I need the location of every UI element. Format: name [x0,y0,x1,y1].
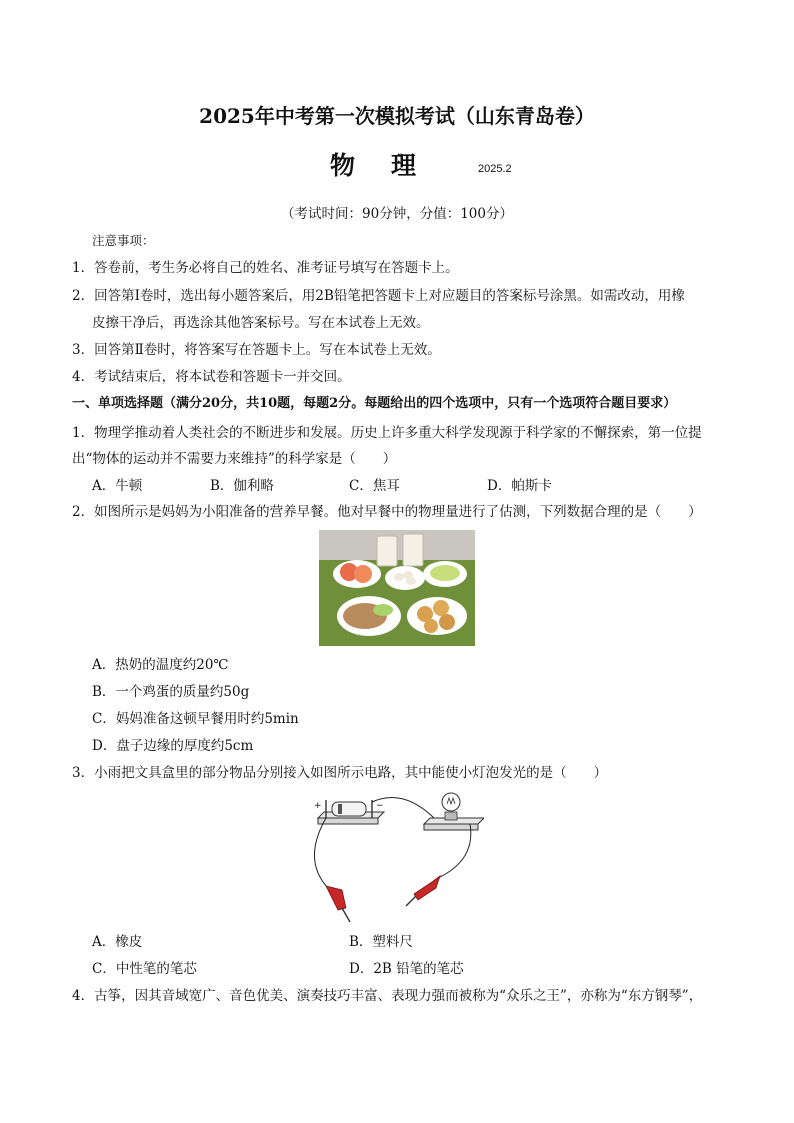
q3-option-c: C．中性笔的笔芯 [92,961,197,977]
breakfast-photo [319,530,475,646]
q1-option-b: B．伽利略 [210,478,274,494]
circuit-diagram [308,790,484,926]
notes-heading: 注意事项： [92,233,155,248]
note-item-1: 1．答卷前，考生务必将自己的姓名、准考证号填写在答题卡上。 [72,260,459,276]
wire-battery-to-left-clip [314,818,328,888]
q1-option-c: C．焦耳 [349,478,400,494]
q3-option-b: B．塑料尺 [349,934,413,950]
q2-option-a: A．热奶的温度约20℃ [92,657,229,673]
note-item-2: 2．回答第Ⅰ卷时，选出每小题答案后，用2B铅笔把答题卡上对应题目的答案标号涂黑。如需改动，用橡 [72,288,685,304]
light-bulb-icon [442,793,460,811]
subject-char-1: 物 [330,151,358,180]
left-alligator-clip [326,886,350,922]
q2-option-d: D．盘子边缘的厚度约5cm [92,738,254,754]
q2-option-c: C．妈妈准备这顿早餐用时约5min [92,711,299,727]
wire-bulb-to-right-clip [438,824,471,878]
note-item-3: 3．回答第Ⅱ卷时，将答案写在答题卡上。写在本试卷上无效。 [72,342,441,358]
q3-stem: 3．小雨把文具盒里的部分物品分别接入如图所示电路，其中能使小灯泡发光的是（ ） [72,765,608,781]
exam-info: （考试时间：90分钟，分值：100分） [281,206,513,222]
q1-stem-line2: 出“物体的运动并不需要力来维持”的科学家是（ ） [72,451,397,467]
note-item-2-cont: 皮擦干净后，再选涂其他答案标号。写在本试卷上无效。 [92,315,430,331]
q1-stem-line1: 1．物理学推动着人类社会的不断进步和发展。历史上许多重大科学发现源于科学家的不懈探索，第一位提 [72,425,702,441]
note-item-4: 4．考试结束后，将本试卷和答题卡一并交回。 [72,369,351,385]
q2-option-b: B．一个鸡蛋的质量约50g [92,684,250,700]
bulb-holder [424,812,484,830]
subject-title [330,146,418,182]
q3-option-a: A．橡皮 [92,934,143,950]
right-alligator-clip [406,876,440,906]
q3-option-d: D．2B 铅笔的笔芯 [349,961,464,977]
exam-title: 2025年中考第一次模拟考试（山东青岛卷） [199,104,595,128]
subject-char-2: 理 [391,151,419,180]
section-heading: 一、单项选择题（满分20分，共10题，每题2分。每题给出的四个选项中，只有一个选项符合题目要求） [72,396,677,411]
q1-option-a: A．牛顿 [92,478,143,494]
q2-stem: 2．如图所示是妈妈为小阳准备的营养早餐。他对早餐中的物理量进行了估测，下列数据合理的是（ ） [72,504,702,520]
q1-option-d: D．帕斯卡 [487,478,552,494]
battery-plus-sign: + [314,801,322,811]
exam-date: 2025.2 [478,163,512,175]
q4-stem-line1: 4．古筝，因其音域宽广、音色优美、演奏技巧丰富、表现力强而被称为“众乐之王”，亦称为“东方钢琴”， [72,988,703,1004]
battery-minus-sign: − [376,801,384,811]
battery-holder [318,800,384,824]
